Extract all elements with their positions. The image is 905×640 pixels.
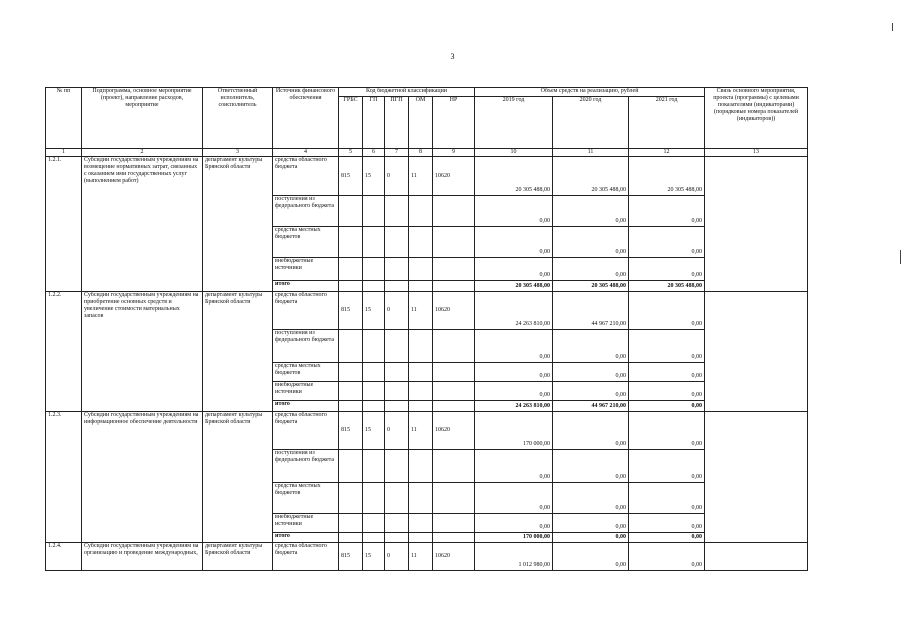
value-2020: 0,00 [553,543,629,571]
value-2019: 170 000,00 [475,533,553,543]
col-number: 10 [475,149,553,157]
link-cell [705,157,808,292]
grbs-cell [339,330,363,363]
value-2021: 0,00 [629,292,705,330]
grbs-cell [339,401,363,412]
grbs-cell [339,227,363,258]
grbs-cell: 815 [339,543,363,571]
gp-cell [363,196,385,227]
value-2020: 44 967 210,00 [553,401,629,412]
om-cell [409,281,433,292]
col-number: 7 [385,149,409,157]
gp-cell [363,483,385,514]
col-number: 3 [203,149,273,157]
om-cell [409,363,433,382]
source-cell: поступления из федерального бюджета [273,330,339,363]
value-2021: 0,00 [629,412,705,450]
value-2019: 20 305 488,00 [475,157,553,196]
nr-cell [433,450,475,483]
grbs-cell [339,450,363,483]
col-number: 4 [273,149,339,157]
value-2019: 0,00 [475,227,553,258]
gp-cell: 15 [363,292,385,330]
nr-cell [433,483,475,514]
om-cell [409,258,433,281]
header-num: № пп [46,88,82,149]
source-cell: итого [273,401,339,412]
activity-description: Субсидии государственным учреждениям на организацию и проведение международных, [82,543,203,571]
table-row [46,412,808,450]
nr-cell [433,196,475,227]
header-2020: 2020 год [553,97,629,149]
value-2019: 170 000,00 [475,412,553,450]
table-row [46,157,808,196]
header-source: Источник финансового обеспечения [273,88,339,149]
nr-cell [433,401,475,412]
source-cell: средства областного бюджета [273,157,339,196]
om-cell [409,401,433,412]
om-cell [409,227,433,258]
row-number: 1.2.1. [46,157,82,292]
value-2019: 0,00 [475,196,553,227]
value-2021: 0,00 [629,196,705,227]
om-cell [409,330,433,363]
gp-cell [363,330,385,363]
gp-cell [363,382,385,401]
value-2020: 0,00 [553,363,629,382]
nr-cell: 10620 [433,543,475,571]
row-number: 1.2.3. [46,412,82,543]
value-2020: 0,00 [553,514,629,533]
grbs-cell [339,196,363,227]
value-2019: 0,00 [475,483,553,514]
gp-cell [363,363,385,382]
value-2021: 0,00 [629,514,705,533]
header-budget-code: Код бюджетной классификации [339,88,475,97]
gp-cell [363,281,385,292]
col-number: 5 [339,149,363,157]
value-2019: 20 305 488,00 [475,281,553,292]
value-2019: 24 263 810,00 [475,401,553,412]
value-2020: 0,00 [553,412,629,450]
om-cell: 11 [409,157,433,196]
source-cell: средства областного бюджета [273,543,339,571]
grbs-cell: 815 [339,412,363,450]
grbs-cell [339,363,363,382]
header-volume: Объем средств на реализацию, рублей [475,88,705,97]
nr-cell: 10620 [433,292,475,330]
executor-cell: департамент культуры Брянской области [203,543,273,571]
grbs-cell: 815 [339,292,363,330]
nr-cell [433,258,475,281]
pgp-cell [385,258,409,281]
nr-cell [433,330,475,363]
value-2019: 0,00 [475,450,553,483]
gp-cell [363,227,385,258]
grbs-cell [339,483,363,514]
value-2020: 0,00 [553,330,629,363]
pgp-cell [385,330,409,363]
om-cell [409,196,433,227]
value-2021: 0,00 [629,401,705,412]
gp-cell [363,533,385,543]
grbs-cell [339,382,363,401]
source-cell: внебюджетные источники [273,258,339,281]
activity-description: Субсидии государственным учреждениям на возмещение нормативных затрат, связанных с оказанием ими государственных услуг (выполнением работ) [82,157,203,292]
pgp-cell: 0 [385,543,409,571]
col-number: 6 [363,149,385,157]
gp-cell [363,401,385,412]
header-executor: Ответственный исполнитель, соисполнитель [203,88,273,149]
value-2019: 0,00 [475,382,553,401]
nr-cell: 10620 [433,412,475,450]
om-cell [409,483,433,514]
nr-cell: 10620 [433,157,475,196]
header-2021: 2021 год [629,97,705,149]
value-2021: 0,00 [629,382,705,401]
om-cell [409,450,433,483]
source-cell: итого [273,533,339,543]
value-2020: 0,00 [553,196,629,227]
activity-description: Субсидии государственным учреждениям на информационное обеспечение деятельности [82,412,203,543]
pgp-cell [385,483,409,514]
value-2021: 0,00 [629,533,705,543]
value-2019: 24 263 810,00 [475,292,553,330]
value-2020: 20 305 488,00 [553,281,629,292]
source-cell: внебюджетные источники [273,514,339,533]
row-number: 1.2.4. [46,543,82,571]
source-cell: внебюджетные источники [273,382,339,401]
om-cell [409,382,433,401]
nr-cell [433,363,475,382]
nr-cell [433,227,475,258]
gp-cell [363,514,385,533]
source-cell: поступления из федерального бюджета [273,450,339,483]
om-cell [409,533,433,543]
col-number: 1 [46,149,82,157]
pgp-cell: 0 [385,292,409,330]
value-2021: 0,00 [629,363,705,382]
om-cell: 11 [409,292,433,330]
grbs-cell [339,533,363,543]
value-2020: 0,00 [553,258,629,281]
value-2020: 0,00 [553,382,629,401]
om-cell: 11 [409,543,433,571]
grbs-cell: 815 [339,157,363,196]
col-number: 2 [82,149,203,157]
header-link: Связь основного мероприятия, проекта (программы) с целевыми показателями (индикаторами) (порядковые номера показателей (индикаторов)) [705,88,808,149]
value-2021: 0,00 [629,483,705,514]
page-number: 3 [450,52,455,61]
om-cell: 11 [409,412,433,450]
pgp-cell [385,450,409,483]
pgp-cell [385,363,409,382]
gp-cell: 15 [363,543,385,571]
value-2021: 20 305 488,00 [629,281,705,292]
value-2020: 0,00 [553,533,629,543]
gp-cell: 15 [363,412,385,450]
pgp-cell [385,401,409,412]
header-nr: НР [433,97,475,149]
table-row [46,292,808,330]
header-pgp: ПГП [385,97,409,149]
nr-cell [433,514,475,533]
pgp-cell [385,514,409,533]
value-2021: 0,00 [629,543,705,571]
value-2021: 20 305 488,00 [629,157,705,196]
nr-cell [433,281,475,292]
nr-cell [433,533,475,543]
header-subprogram: Подпрограмма, основное мероприятие (проект), направление расходов, мероприятие [82,88,203,149]
col-number: 9 [433,149,475,157]
value-2021: 0,00 [629,330,705,363]
pgp-cell [385,533,409,543]
value-2021: 0,00 [629,450,705,483]
header-grbs: ГРБС [339,97,363,149]
table-body [46,157,808,571]
source-cell: итого [273,281,339,292]
executor-cell: департамент культуры Брянской области [203,412,273,543]
nr-cell [433,382,475,401]
activity-description: Субсидии государственным учреждениям на приобретение основных средств и увеличение стоимости материальных запасов [82,292,203,412]
value-2021: 0,00 [629,227,705,258]
col-number: 8 [409,149,433,157]
budget-table [45,87,808,571]
value-2020: 44 967 210,00 [553,292,629,330]
pgp-cell [385,382,409,401]
pgp-cell [385,281,409,292]
source-cell: поступления из федерального бюджета [273,196,339,227]
header-2019: 2019 год [475,97,553,149]
scan-mark [892,23,893,31]
grbs-cell [339,514,363,533]
source-cell: средства местных бюджетов [273,483,339,514]
gp-cell [363,450,385,483]
col-number: 11 [553,149,629,157]
value-2019: 0,00 [475,258,553,281]
value-2019: 1 012 980,00 [475,543,553,571]
executor-cell: департамент культуры Брянской области [203,292,273,412]
col-number: 13 [705,149,808,157]
scan-mark [900,250,901,264]
source-cell: средства областного бюджета [273,412,339,450]
value-2020: 0,00 [553,450,629,483]
grbs-cell [339,258,363,281]
value-2019: 0,00 [475,363,553,382]
gp-cell [363,258,385,281]
source-cell: средства областного бюджета [273,292,339,330]
executor-cell: департамент культуры Брянской области [203,157,273,292]
link-cell [705,412,808,543]
header-om: ОМ [409,97,433,149]
pgp-cell [385,196,409,227]
col-number: 12 [629,149,705,157]
link-cell [705,292,808,412]
gp-cell: 15 [363,157,385,196]
table-row [46,543,808,571]
link-cell [705,543,808,571]
pgp-cell: 0 [385,412,409,450]
source-cell: средства местных бюджетов [273,363,339,382]
grbs-cell [339,281,363,292]
column-number-row [46,149,808,157]
header-gp: ГП [363,97,385,149]
source-cell: средства местных бюджетов [273,227,339,258]
value-2020: 0,00 [553,227,629,258]
value-2021: 0,00 [629,258,705,281]
row-number: 1.2.2. [46,292,82,412]
pgp-cell: 0 [385,157,409,196]
om-cell [409,514,433,533]
value-2019: 0,00 [475,330,553,363]
value-2020: 0,00 [553,483,629,514]
value-2020: 20 305 488,00 [553,157,629,196]
pgp-cell [385,227,409,258]
value-2019: 0,00 [475,514,553,533]
